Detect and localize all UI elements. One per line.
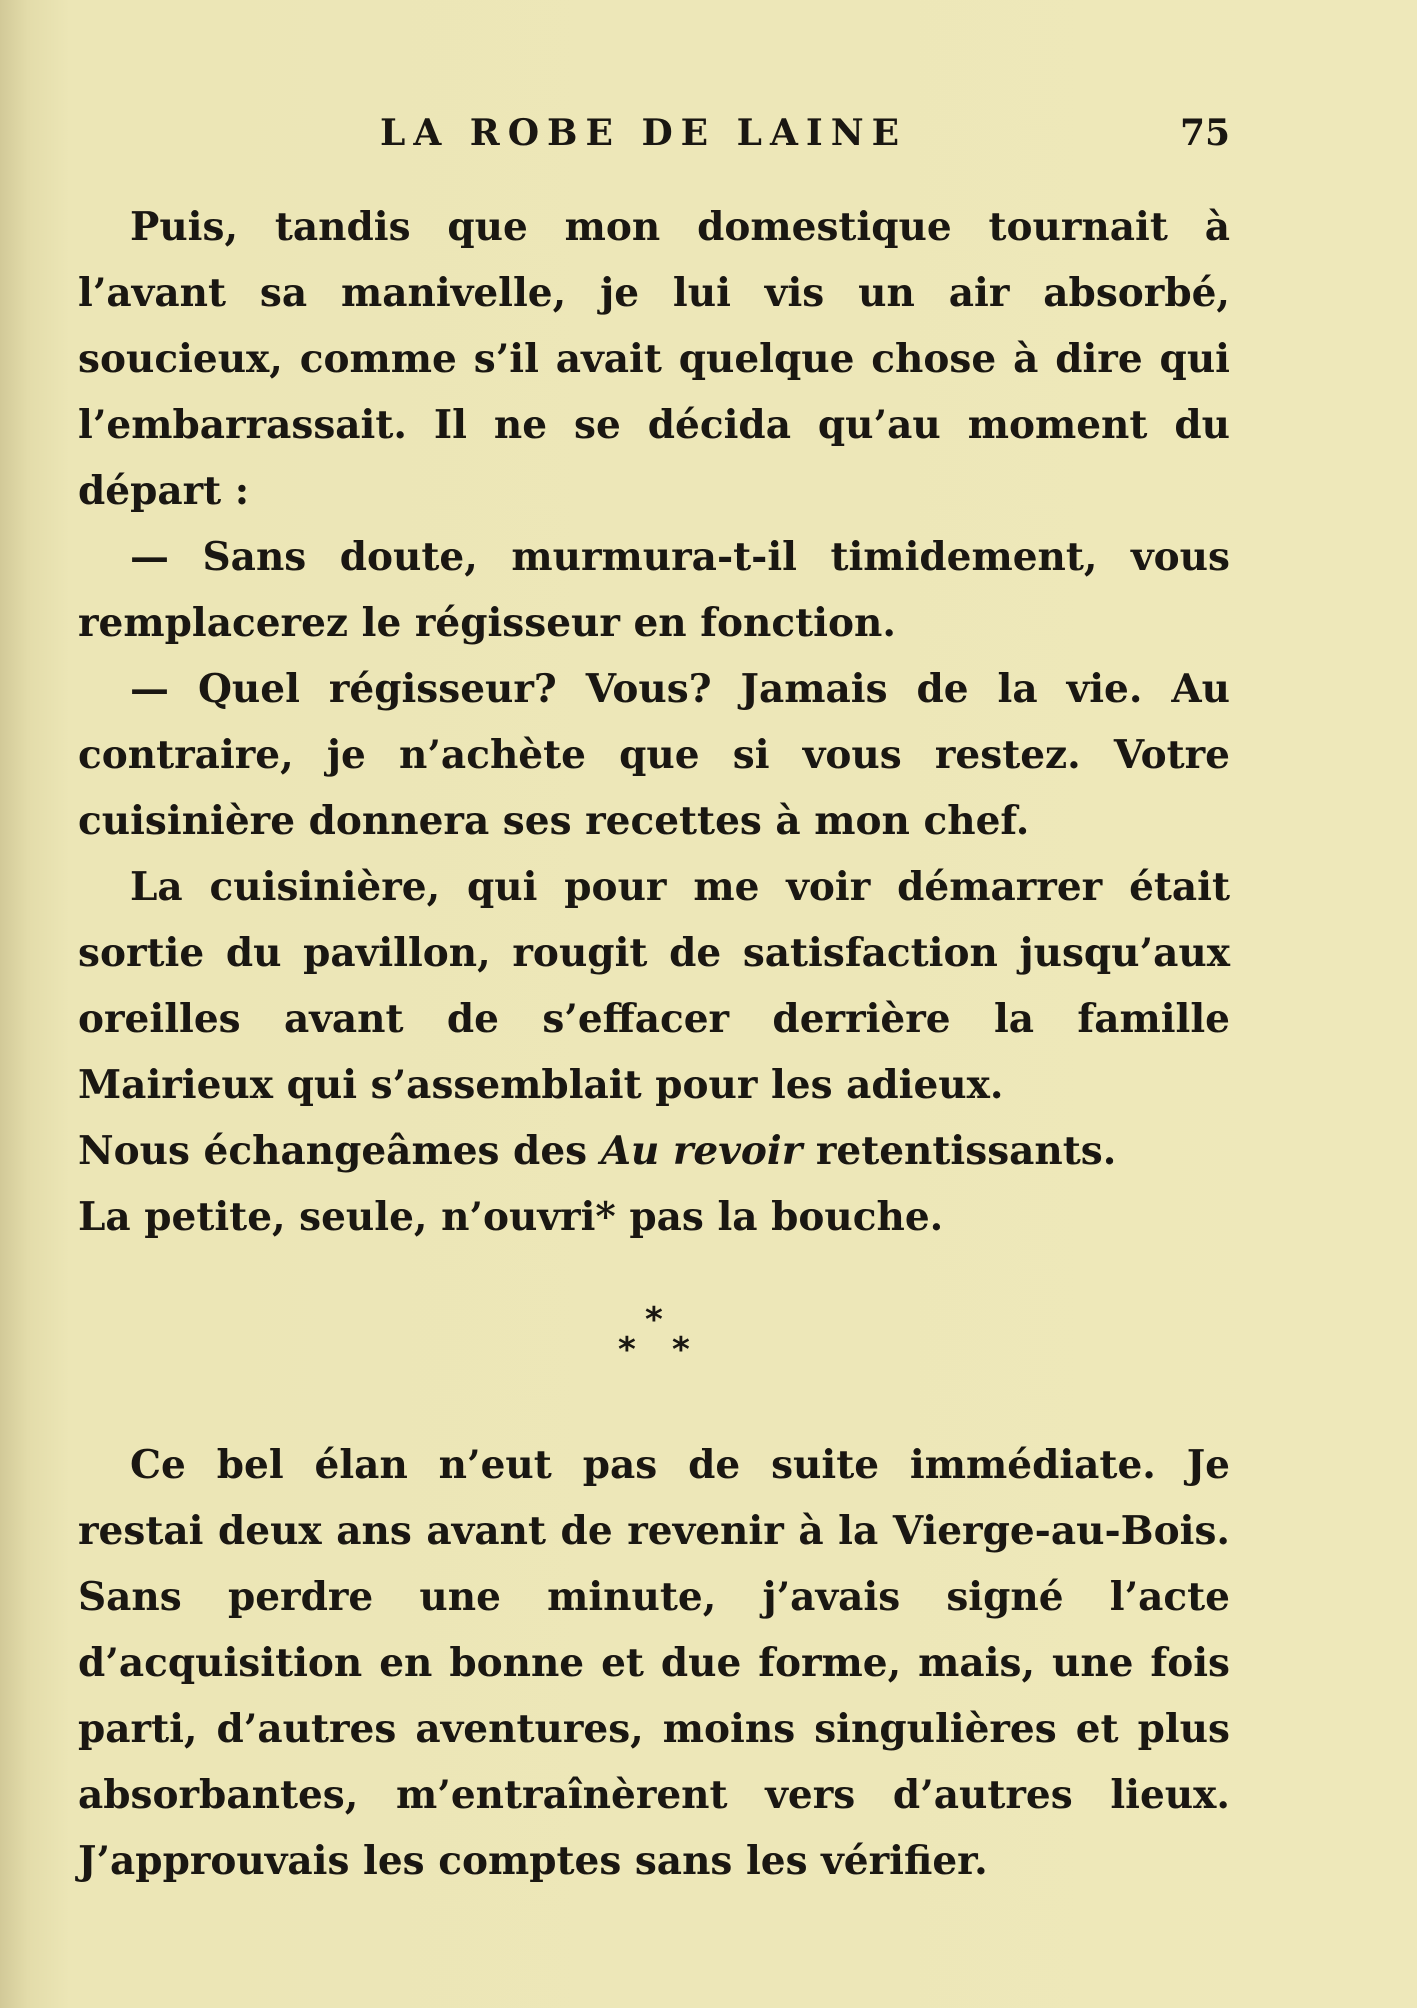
paragraph-4: La petite, seule, n’ouvri* pas la bouche. (78, 1194, 944, 1240)
paragraph-3-end: retentissants. (802, 1128, 1117, 1174)
paragraph-3 (78, 1118, 1230, 1184)
page-number: 75 (1180, 112, 1231, 154)
paragraph-3-start: Nous échangeâmes des (78, 1128, 601, 1174)
asterism-divider (600, 1300, 720, 1380)
dialogue-line-2: — Quel régisseur? Vous? Jamais de la vie. Au contraire, je n’achète que si vous restez. Votre cuisinière donnera ses recettes à mon chef. (78, 666, 1230, 844)
text-block-bottom (78, 1432, 1230, 1894)
asterisk-right: * (672, 1330, 690, 1370)
running-title: LA ROBE DE LAINE (380, 112, 908, 154)
paragraph-2: La cuisinière, qui pour me voir démarrer était sortie du pavillon, rougit de satisfaction jusqu’aux oreilles avant de s’effacer derrière la famille Mairieux qui s’assemblait pour les adieux. (78, 864, 1230, 1108)
italic-phrase: Au revoir (600, 1128, 803, 1174)
text-block-top (78, 194, 1230, 1250)
dialogue-line-1: — Sans doute, murmura-t-il timidement, vous remplacerez le régisseur en fonction. (78, 534, 1230, 646)
asterisk-top: * (645, 1300, 663, 1340)
running-head (0, 112, 1417, 172)
paragraph-1: Puis, tandis que mon domestique tournait à l’avant sa manivelle, je lui vis un air absorbé, soucieux, comme s’il avait quelque chose à dire qui l’embarrassait. Il ne se décida qu’au moment du départ : (78, 204, 1230, 514)
paragraph-5: Ce bel élan n’eut pas de suite immédiate. Je restai deux ans avant de revenir à la Vierge-au-Bois. Sans perdre une minute, j’avais signé l’acte d’acquisition en bonne et due forme, mais, une fois parti, d’autres aventures, moins singulières et plus absorbantes, m’entraînèrent vers d’autres lieux. J’approuvais les comptes sans les vérifier. (78, 1442, 1230, 1884)
asterisk-left: * (618, 1330, 636, 1370)
